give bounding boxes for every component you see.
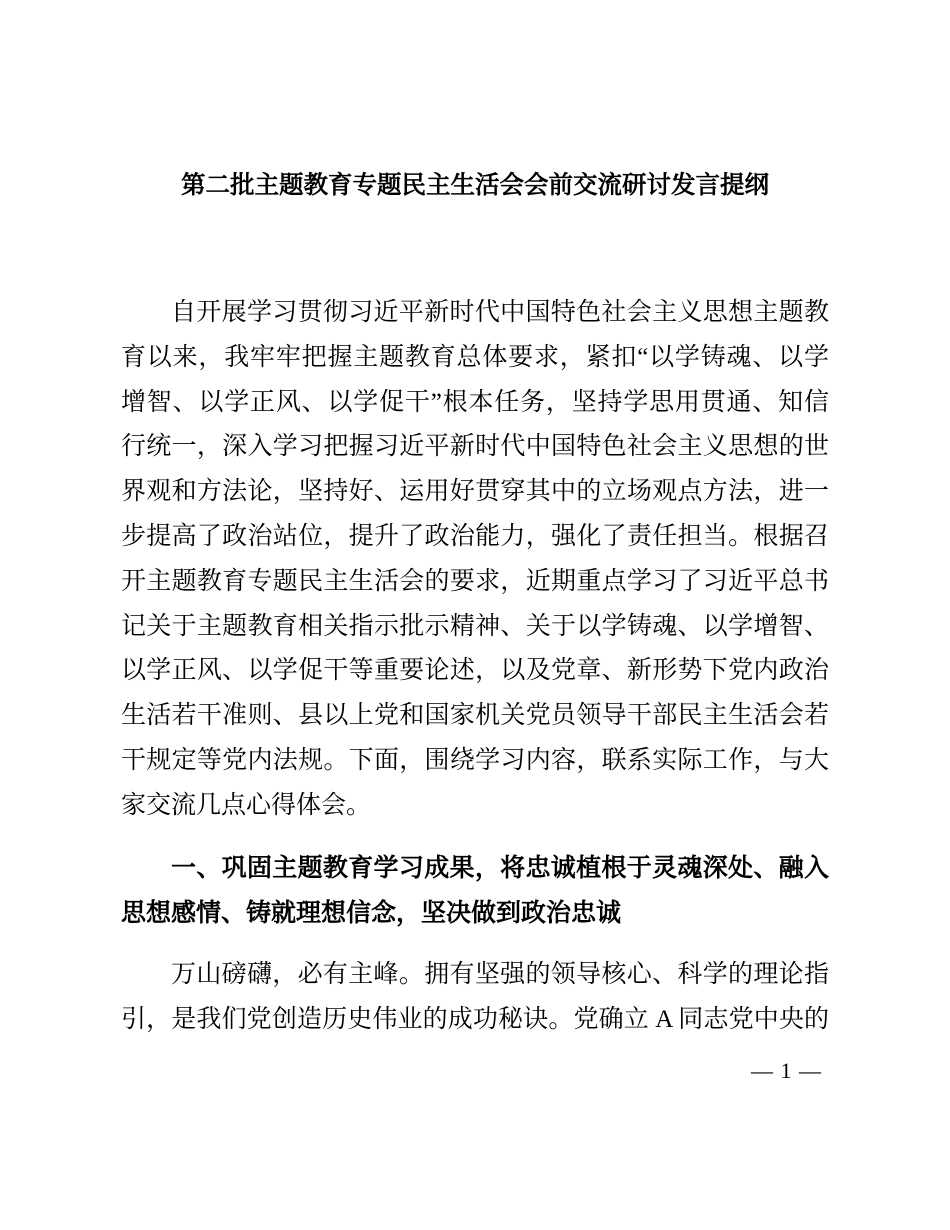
paragraph-line: 开主题教育专题民主生活会的要求，近期重点学习了习近平总书 — [121, 567, 829, 595]
paragraph-line: 界观和方法论，坚持好、运用好贯穿其中的立场观点方法，进一 — [121, 478, 829, 506]
page-number: — 1 — — [751, 1058, 822, 1083]
paragraph-line: 以学正风、以学促干等重要论述，以及党章、新形势下党内政治 — [121, 657, 829, 685]
paragraph-line: 生活若干准则、县以上党和国家机关党员领导干部民主生活会若 — [121, 702, 829, 730]
paragraph-line: 育以来，我牢牢把握主题教育总体要求，紧扣“以学铸魂、以学 — [121, 343, 829, 371]
section-heading-line: 思想感情、铸就理想信念，坚决做到政治忠诚 — [121, 898, 622, 927]
doc-title: 第二批主题教育专题民主生活会会前交流研讨发言提纲 — [181, 172, 769, 199]
section-heading-line: 一、巩固主题教育学习成果，将忠诚植根于灵魂深处、融入 — [171, 854, 829, 882]
paragraph-line: 步提高了政治站位，提升了政治能力，强化了责任担当。根据召 — [121, 522, 829, 550]
paragraph-line: 引，是我们党创造历史伟业的成功秘诀。党确立 A 同志党中央的 — [121, 1005, 829, 1033]
paragraph-line: 记关于主题教育相关指示批示精神、关于以学铸魂、以学增智、 — [121, 612, 829, 640]
paragraph-line: 家交流几点心得体会。 — [121, 791, 372, 819]
section-heading-1 — [121, 846, 829, 936]
paragraph-line: 干规定等党内法规。下面，围绕学习内容，联系实际工作，与大 — [121, 746, 829, 774]
paragraph-1 — [121, 291, 829, 829]
paragraph-line: 万山磅礴，必有主峰。拥有坚强的领导核心、科学的理论指 — [171, 961, 829, 988]
paragraph-line: 自开展学习贯彻习近平新时代中国特色社会主义思想主题教 — [171, 299, 829, 326]
paragraph-line: 行统一，深入学习把握习近平新时代中国特色社会主义思想的世 — [121, 433, 829, 461]
paragraph-2 — [121, 953, 829, 1043]
paragraph-line: 增智、以学正风、以学促干”根本任务，坚持学思用贯通、知信 — [121, 388, 829, 416]
